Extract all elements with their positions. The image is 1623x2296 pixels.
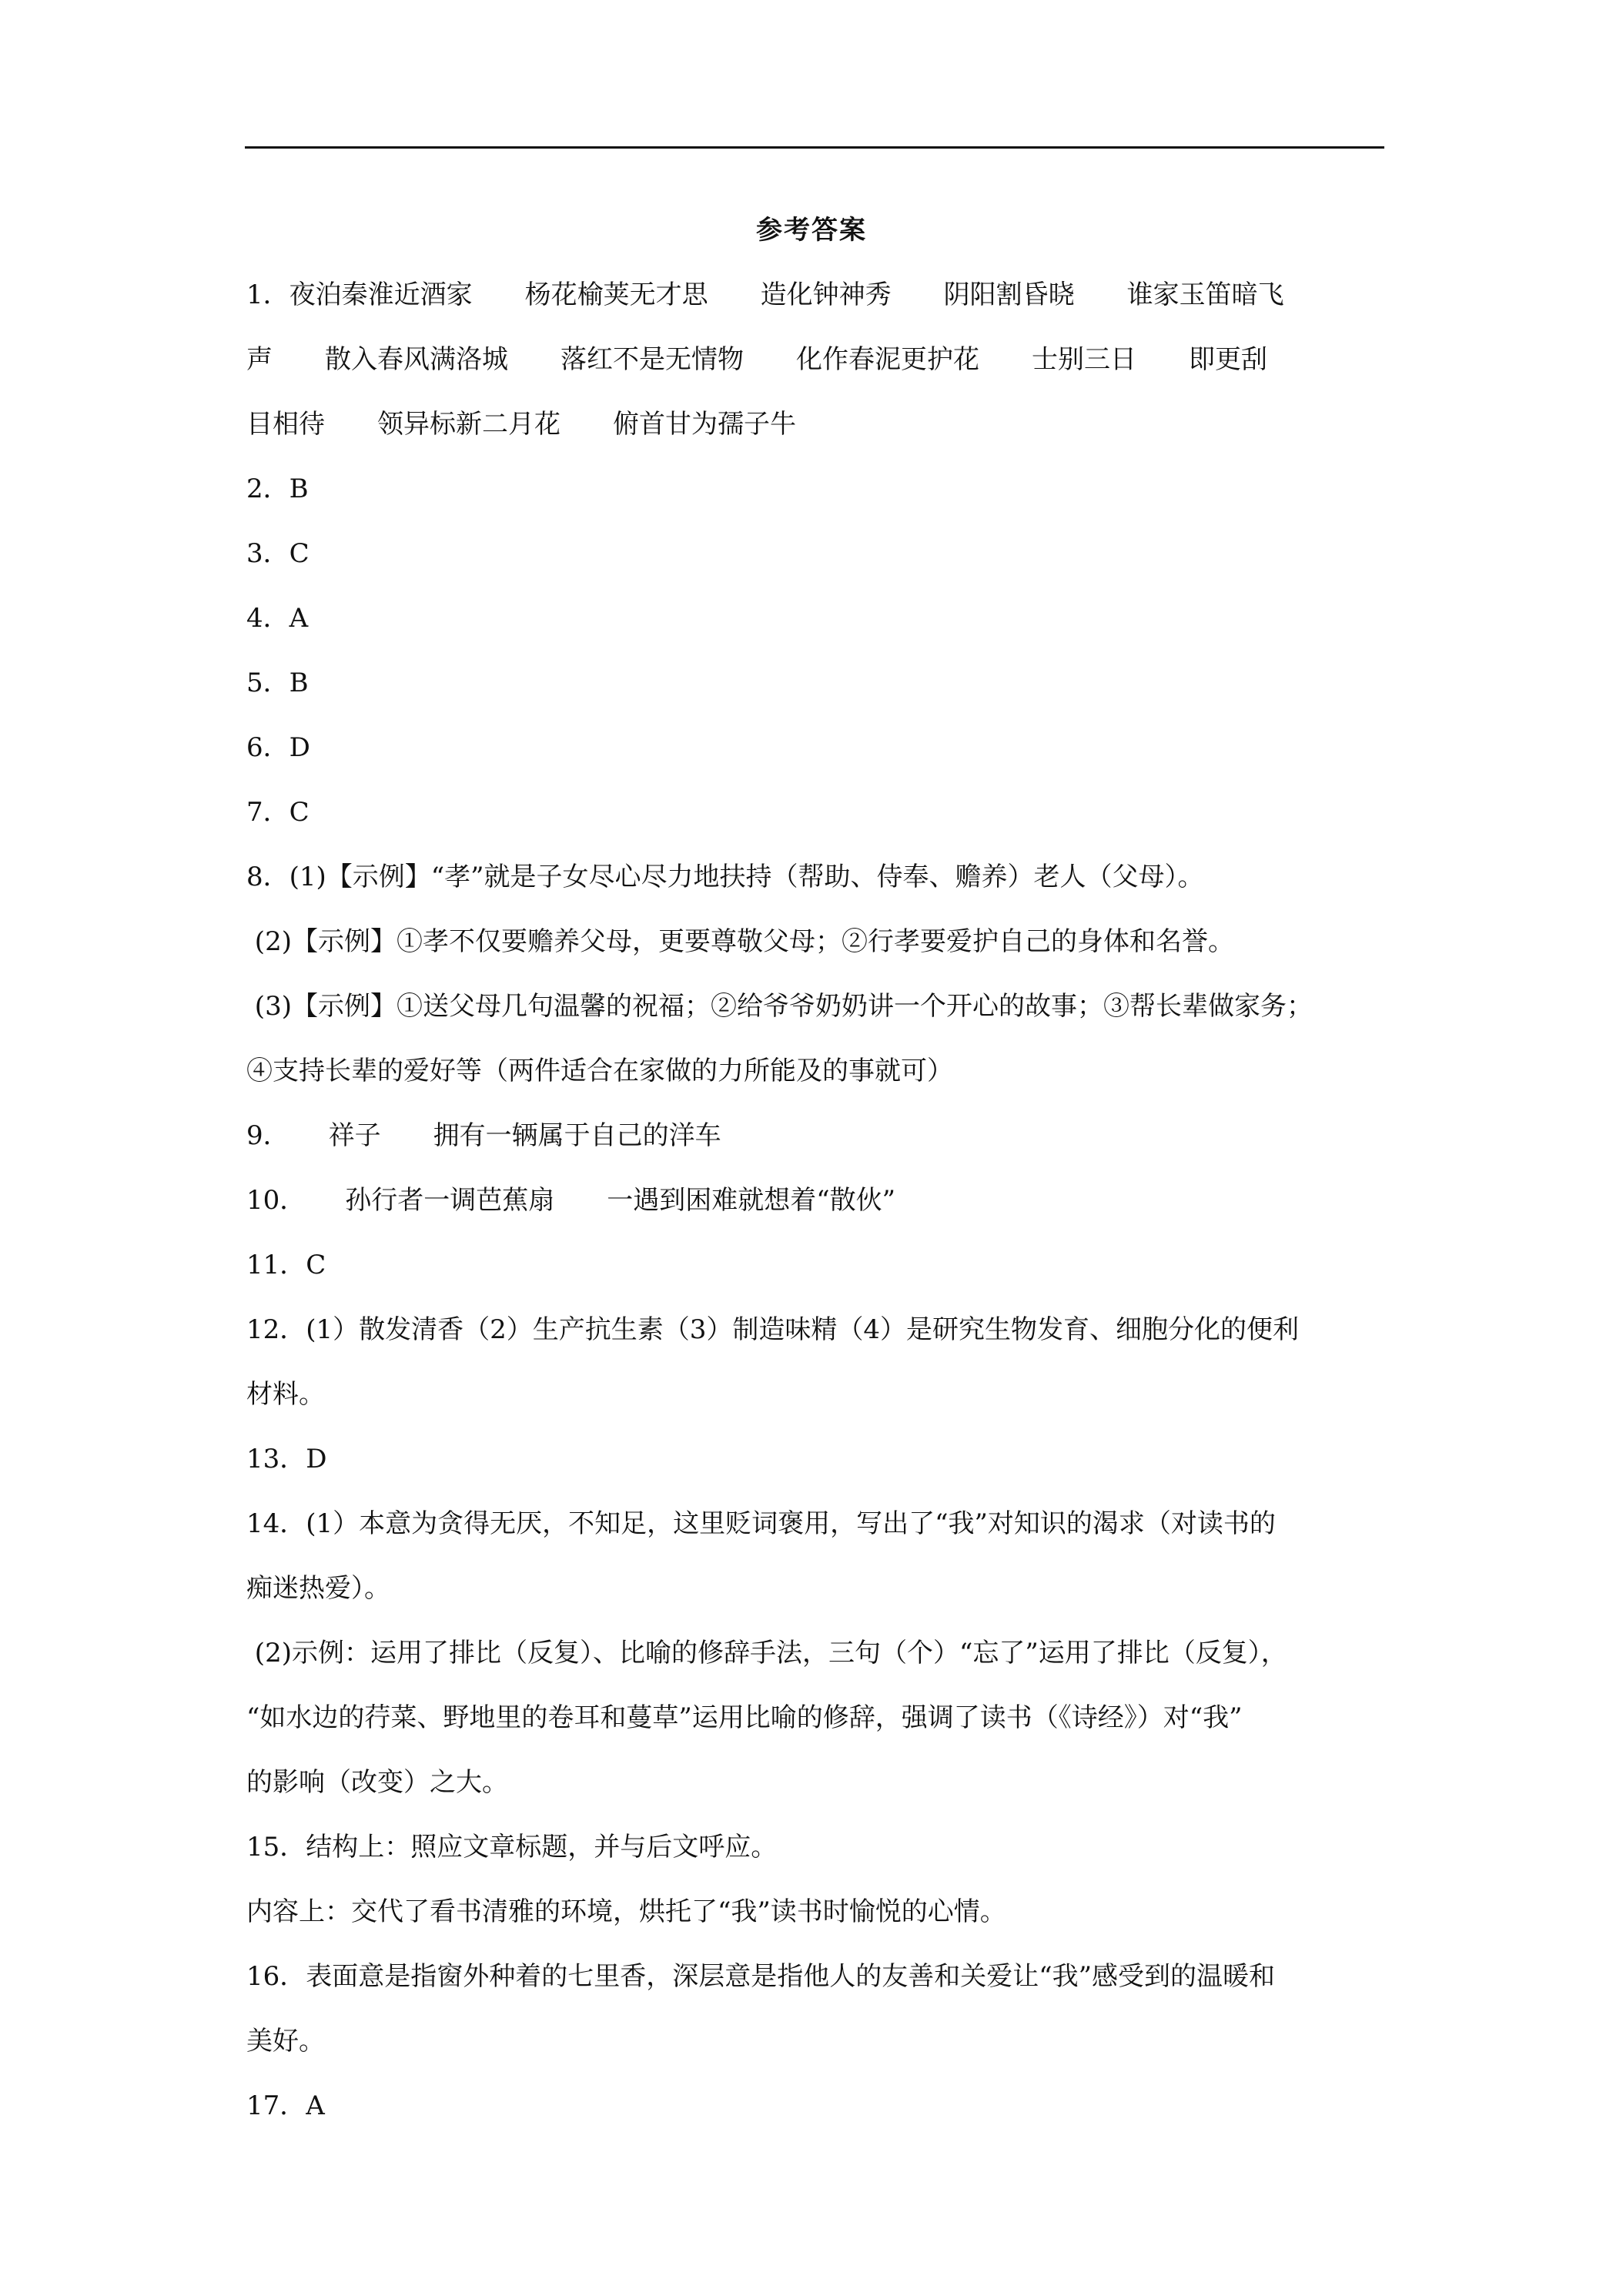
answer-line: 内容上：交代了看书清雅的环境，烘托了“我”读书时愉悦的心情。 bbox=[246, 1896, 1006, 1927]
answer-line: 材料。 bbox=[246, 1379, 325, 1410]
answer-line: 16．表面意是指窗外种着的七里香，深层意是指他人的友善和关爱让“我”感受到的温暖和 bbox=[246, 1961, 1276, 1992]
answer-line: 2．B bbox=[246, 474, 309, 504]
answer-line: ④支持长辈的爱好等（两件适合在家做的力所能及的事就可） bbox=[246, 1056, 953, 1086]
answer-line: 15．结构上：照应文章标题，并与后文呼应。 bbox=[246, 1832, 778, 1863]
answer-line: 10． 孙行者一调芭蕉扇 一遇到困难就想着“散伙” bbox=[246, 1185, 896, 1216]
page-title: 参考答案 bbox=[756, 215, 867, 246]
answer-line: 目相待 领异标新二月花 俯首甘为孺子牛 bbox=[246, 409, 796, 440]
answer-line: 6．D bbox=[246, 732, 310, 763]
answer-line: “如水边的荇菜、野地里的卷耳和蔓草”运用比喻的修辞，强调了读书（《诗经》）对“我” bbox=[246, 1702, 1243, 1733]
answer-line: 14．(1）本意为贪得无厌，不知足，这里贬词褒用，写出了“我”对知识的渴求（对读书的 bbox=[246, 1508, 1276, 1539]
answer-line: 的影响（改变）之大。 bbox=[246, 1767, 508, 1798]
answer-line: 声 散入春风满洛城 落红不是无情物 化作春泥更护花 士别三日 即更刮 bbox=[246, 344, 1267, 375]
answer-line: 12．(1）散发清香（2）生产抗生素（3）制造味精（4）是研究生物发育、细胞分化的便利 bbox=[246, 1314, 1300, 1345]
answer-line: 5．B bbox=[246, 668, 309, 698]
answer-line: 7．C bbox=[246, 797, 310, 828]
answer-line: 1．夜泊秦淮近酒家 杨花榆荚无才思 造化钟神秀 阴阳割昏晓 谁家玉笛暗飞 bbox=[246, 279, 1284, 310]
answer-line: 痴迷热爱）。 bbox=[246, 1573, 390, 1604]
answer-line: (2)示例：运用了排比（反复）、比喻的修辞手法，三句（个）“忘了”运用了排比（反复）， bbox=[246, 1638, 1287, 1668]
answer-line: 4．A bbox=[246, 603, 309, 634]
answer-line: 8．(1)【示例】“孝”就是子女尽心尽力地扶持（帮助、侍奉、赡养）老人（父母）。 bbox=[246, 862, 1204, 892]
answer-line: 9． 祥子 拥有一辆属于自己的洋车 bbox=[246, 1120, 721, 1151]
answer-line: 13．D bbox=[246, 1444, 327, 1474]
answer-line: 17．A bbox=[246, 2090, 325, 2121]
answer-line: 11．C bbox=[246, 1250, 326, 1280]
header-rule bbox=[245, 146, 1384, 149]
answer-line: (3)【示例】①送父母几句温馨的祝福；②给爷爷奶奶讲一个开心的故事；③帮长辈做家务； bbox=[246, 991, 1313, 1022]
answer-line: 3．C bbox=[246, 538, 310, 569]
answer-line: 美好。 bbox=[246, 2026, 325, 2057]
answer-line: (2)【示例】①孝不仅要赡养父母，更要尊敬父母；②行孝要爱护自己的身体和名誉。 bbox=[246, 926, 1234, 957]
